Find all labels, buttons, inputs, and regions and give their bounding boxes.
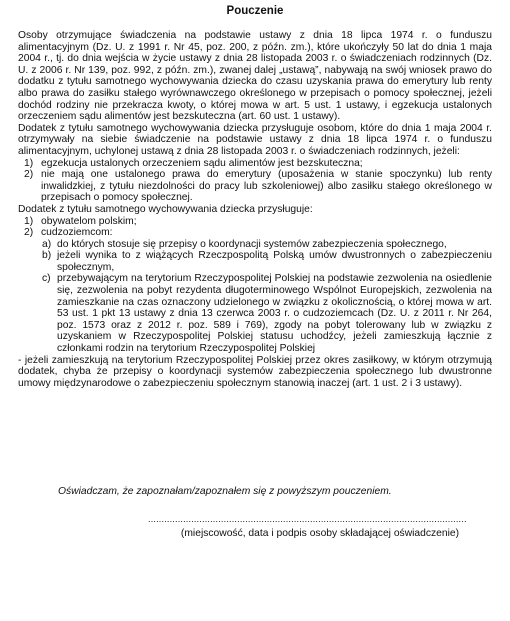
list-letter: c) [42,273,51,285]
list-text: jeżeli wynika to z wiążących Rzeczpospolitą Polską umów dwustronnych o zabezpieczeniu społecznym, [57,250,492,273]
list-item [18,158,492,170]
list-item [18,216,492,228]
signature-caption: (miejscowość, data i podpis osoby składającej oświadczenie) [180,528,460,539]
instruction-body [18,30,492,389]
foreigners-sublist [18,239,492,355]
list-number: 1) [24,215,34,227]
list-text: do których stosuje się przepisy o koordynacji systemów zabezpieczenia społecznego, [57,238,447,250]
list-item [18,273,492,354]
eligibility-list [18,216,492,355]
list-item [18,239,492,251]
list-item [18,227,492,239]
list-letter: b) [42,250,52,262]
conditions-list [18,158,492,204]
page-title: Pouczenie [226,5,284,17]
paragraph-conditions-intro: Dodatek z tytułu samotnego wychowywania dziecka przysługuje osobom, które do dnia 1 maja 2004 r. otrzymywały na siebie świadczenie na podstawie ustawy z dnia 18 lipca 1974 r. o funduszu alimentacyjnym, uchylonej ustawą z dnia 28 listopada 2003 r. o świadczeniach rodzinnych, jeżeli: [18,122,492,157]
list-number: 1) [24,157,34,169]
list-letter: a) [42,238,52,250]
list-number: 2) [24,169,34,181]
paragraph-residence-condition: - jeżeli zamieszkują na terytorium Rzeczypospolitej Polskiej przez okres zasiłkowy, w którym otrzymują dodatek, chyba że przepisy o koordynacji systemów zabezpieczenia społecznego lub dwustronne umowy międzynarodowe o zabezpieczeniu społecznym stanowią inaczej (art. 1 ust. 2 i 3 ustawy). [18,354,492,389]
list-item [18,169,492,204]
list-text: egzekucja ustalonych orzeczeniem sądu alimentów jest bezskuteczna; [41,157,363,169]
list-text: obywatelom polskim; [41,215,137,227]
list-text: cudzoziemcom: [41,227,113,239]
signature-line[interactable]: ...................................................................................................................... [148,514,467,524]
list-number: 2) [24,227,34,239]
declaration-statement: Oświadczam, że zapoznałam/zapoznałem się z powyższym pouczeniem. [58,486,392,497]
paragraph-eligible-persons: Dodatek z tytułu samotnego wychowywania dziecka przysługuje: [18,203,313,215]
list-item [18,250,492,273]
list-text: przebywającym na terytorium Rzeczypospolitej Polskiej na podstawie zezwolenia na osiedlenie się, zezwolenia na pobyt rezydenta długoterminowego Wspólnot Europejskich, zezwolenia na zamieszkanie na czas oznaczony udzielonego w związku z okolicznością, o której mowa w art. 53 ust. 1 pkt 13 ustawy z dnia 13 czerwca 2003 r. o cudzoziemcach (Dz. U. z 2011 r. Nr 264, poz. 1573 oraz z 2012 r. poz. 589 i 769), zgody na pobyt tolerowany lub w związku z uzyskaniem w Rzeczypospolitej Polskiej statusu uchodźcy, jeżeli zamieszkują łącznie z członkami rodzin na terytorium Rzeczypospolitej Polskiej [57,273,492,355]
list-text: nie mają one ustalonego prawa do emerytury (uposażenia w stanie spoczynku) lub renty inwalidzkiej, z tytułu niezdolności do pracy lub szkoleniowej) albo zasiłku stałego określonego w przepisach o pomocy społecznej. [41,169,492,204]
paragraph-eligibility-intro: Osoby otrzymujące świadczenia na podstawie ustawy z dnia 18 lipca 1974 r. o funduszu alimentacyjnym (Dz. U. z 1991 r. Nr 45, poz. 200, z późn. zm.), które ukończyły 50 lat do dnia 1 maja 2004 r., tj. do dnia wejścia w życie ustawy z dnia 28 listopada 2003 r. o świadczeniach rodzinnych (Dz. U. z 2006 r. Nr 139, poz. 992, z późn. zm.), zwanej dalej „ustawą”, nabywają na swój wniosek prawo do dodatku z tytułu samotnego wychowywania dziecka do czasu uzyskania prawa do emerytury lub renty albo prawa do zasiłku stałego wyrównawczego określonego w przepisach o pomocy społecznej, jeżeli dochód rodziny nie przekracza kwoty, o której mowa w art. 5 ust. 1 ustawy, i egzekucja ustalonych orzeczeniem sądu alimentów jest bezskuteczna (art. 60 ust. 1 ustawy). [18,30,492,123]
